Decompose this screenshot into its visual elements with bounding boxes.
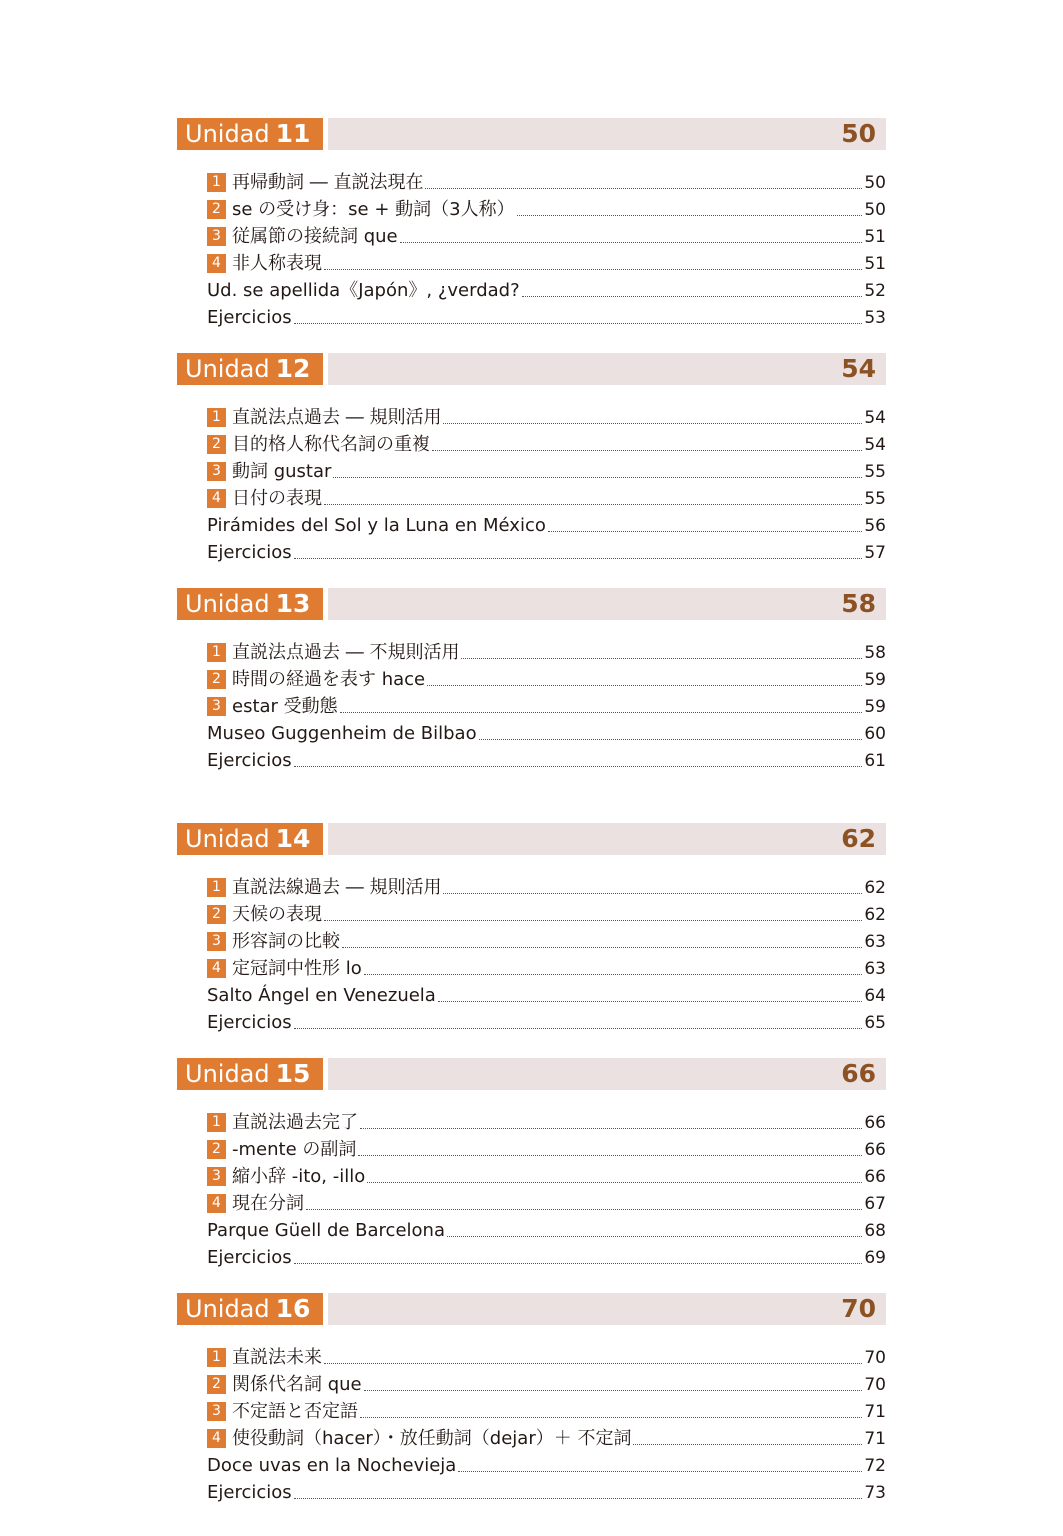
- unit-number: 12: [275, 354, 311, 383]
- section-number-badge: 1: [207, 408, 226, 427]
- toc-entry[interactable]: [207, 900, 886, 927]
- unit-word: Unidad: [185, 355, 270, 383]
- unit-label: [177, 1058, 323, 1090]
- entry-page-number: 70: [864, 1375, 886, 1395]
- toc-entry[interactable]: [207, 1243, 886, 1270]
- toc-entry[interactable]: [207, 1189, 886, 1216]
- entry-page-number: 62: [864, 905, 886, 925]
- toc-entry[interactable]: [207, 195, 886, 222]
- toc-entry[interactable]: [207, 1424, 886, 1451]
- dot-leader: [479, 739, 863, 740]
- section-number-badge: 3: [207, 1402, 226, 1421]
- unit-number: 15: [275, 1059, 311, 1088]
- dot-leader: [432, 450, 862, 451]
- entry-title: 形容詞の比較: [232, 931, 340, 952]
- section-number-badge: 4: [207, 959, 226, 978]
- entry-title: se の受け身：se + 動詞（3人称）: [232, 199, 515, 220]
- unit-section: [177, 353, 886, 588]
- dot-leader: [522, 296, 863, 297]
- toc-entry[interactable]: [207, 638, 886, 665]
- unit-page-number: 62: [841, 824, 876, 853]
- section-number-badge: 1: [207, 878, 226, 897]
- dot-leader: [358, 1155, 862, 1156]
- unit-label: [177, 588, 323, 620]
- unit-header[interactable]: [177, 353, 886, 385]
- entry-page-number: 59: [864, 670, 886, 690]
- entry-page-number: 71: [864, 1402, 886, 1422]
- unit-number: 11: [275, 119, 311, 148]
- section-number-badge: 4: [207, 1194, 226, 1213]
- entry-page-number: 63: [864, 959, 886, 979]
- entry-title: Ejercicios: [207, 542, 292, 563]
- unit-header-bar: [328, 1293, 886, 1325]
- dot-leader: [324, 920, 862, 921]
- unit-header-bar: [328, 118, 886, 150]
- dot-leader: [633, 1444, 862, 1445]
- unit-page-number: 58: [841, 589, 876, 618]
- dot-leader: [294, 323, 863, 324]
- dot-leader: [324, 504, 862, 505]
- entry-title: 直説法点過去 ― 規則活用: [232, 407, 442, 428]
- toc-entry[interactable]: [207, 1397, 886, 1424]
- toc-entry[interactable]: [207, 1008, 886, 1035]
- entry-title: Ejercicios: [207, 1247, 292, 1268]
- section-number-badge: 1: [207, 1113, 226, 1132]
- entry-page-number: 69: [864, 1248, 886, 1268]
- toc-entry[interactable]: [207, 1370, 886, 1397]
- entry-title: Ejercicios: [207, 1012, 292, 1033]
- entry-page-number: 50: [864, 173, 886, 193]
- entry-title: 動詞 gustar: [232, 461, 332, 482]
- unit-header[interactable]: [177, 1293, 886, 1325]
- section-number-badge: 2: [207, 1140, 226, 1159]
- section-number-badge: 3: [207, 697, 226, 716]
- toc-entry[interactable]: [207, 927, 886, 954]
- toc-entry[interactable]: [207, 1162, 886, 1189]
- toc-entry[interactable]: [207, 403, 886, 430]
- entry-page-number: 70: [864, 1348, 886, 1368]
- table-of-contents: [177, 118, 886, 1528]
- section-number-badge: 2: [207, 905, 226, 924]
- section-number-badge: 3: [207, 227, 226, 246]
- unit-header-bar: [328, 1058, 886, 1090]
- unit-word: Unidad: [185, 590, 270, 618]
- entry-title: 直説法点過去 ― 不規則活用: [232, 642, 460, 663]
- toc-entry[interactable]: [207, 538, 886, 565]
- unit-header[interactable]: [177, 118, 886, 150]
- dot-leader: [425, 188, 862, 189]
- unit-section: [177, 823, 886, 1058]
- unit-page-number: 70: [841, 1294, 876, 1323]
- unit-entries: [177, 1108, 886, 1270]
- unit-word: Unidad: [185, 1060, 270, 1088]
- dot-leader: [447, 1236, 862, 1237]
- dot-leader: [294, 558, 863, 559]
- entry-page-number: 53: [864, 308, 886, 328]
- entry-page-number: 71: [864, 1429, 886, 1449]
- dot-leader: [517, 215, 863, 216]
- entry-title: Ud. se apellida《Japón》, ¿verdad?: [207, 280, 520, 301]
- unit-entries: [177, 873, 886, 1035]
- dot-leader: [443, 423, 862, 424]
- toc-entry[interactable]: [207, 873, 886, 900]
- unit-entries: [177, 168, 886, 330]
- toc-entry[interactable]: [207, 249, 886, 276]
- section-number-badge: 2: [207, 200, 226, 219]
- entry-page-number: 60: [864, 724, 886, 744]
- entry-title: 不定語と否定語: [232, 1401, 358, 1422]
- entry-title: 直説法未来: [232, 1347, 322, 1368]
- section-number-badge: 3: [207, 462, 226, 481]
- unit-page-number: 54: [841, 354, 876, 383]
- entry-page-number: 59: [864, 697, 886, 717]
- entry-page-number: 66: [864, 1140, 886, 1160]
- section-number-badge: 4: [207, 1429, 226, 1448]
- section-number-badge: 2: [207, 1375, 226, 1394]
- unit-header[interactable]: [177, 1058, 886, 1090]
- entry-page-number: 67: [864, 1194, 886, 1214]
- dot-leader: [364, 974, 863, 975]
- toc-entry[interactable]: [207, 168, 886, 195]
- section-number-badge: 3: [207, 932, 226, 951]
- toc-entry[interactable]: [207, 303, 886, 330]
- toc-entry[interactable]: [207, 981, 886, 1008]
- unit-label: [177, 118, 323, 150]
- entry-title: 非人称表現: [232, 253, 322, 274]
- unit-header-bar: [328, 823, 886, 855]
- entry-page-number: 58: [864, 643, 886, 663]
- toc-entry[interactable]: [207, 746, 886, 773]
- unit-entries: [177, 1343, 886, 1505]
- dot-leader: [342, 947, 862, 948]
- entry-title: Pirámides del Sol y la Luna en México: [207, 515, 546, 536]
- entry-title: estar 受動態: [232, 696, 338, 717]
- dot-leader: [364, 1390, 863, 1391]
- dot-leader: [340, 712, 863, 713]
- dot-leader: [548, 531, 862, 532]
- unit-word: Unidad: [185, 1295, 270, 1323]
- entry-title: 関係代名詞 que: [232, 1374, 362, 1395]
- dot-leader: [306, 1209, 862, 1210]
- dot-leader: [400, 242, 863, 243]
- unit-entries: [177, 638, 886, 773]
- unit-section: [177, 588, 886, 823]
- unit-label: [177, 823, 323, 855]
- section-number-badge: 4: [207, 489, 226, 508]
- unit-header[interactable]: [177, 823, 886, 855]
- toc-entry[interactable]: [207, 1216, 886, 1243]
- entry-page-number: 68: [864, 1221, 886, 1241]
- section-number-badge: 2: [207, 435, 226, 454]
- section-number-badge: 1: [207, 643, 226, 662]
- entry-page-number: 51: [864, 254, 886, 274]
- unit-number: 14: [275, 824, 311, 853]
- dot-leader: [324, 269, 862, 270]
- unit-header-bar: [328, 353, 886, 385]
- unit-label: [177, 1293, 323, 1325]
- section-number-badge: 4: [207, 254, 226, 273]
- entry-title: 天候の表現: [232, 904, 322, 925]
- entry-title: 定冠詞中性形 lo: [232, 958, 362, 979]
- toc-entry[interactable]: [207, 1108, 886, 1135]
- toc-entry[interactable]: [207, 692, 886, 719]
- unit-word: Unidad: [185, 825, 270, 853]
- entry-page-number: 72: [864, 1456, 886, 1476]
- toc-entry[interactable]: [207, 276, 886, 303]
- entry-title: Ejercicios: [207, 750, 292, 771]
- unit-header-bar: [328, 588, 886, 620]
- dot-leader: [360, 1417, 862, 1418]
- unit-header[interactable]: [177, 588, 886, 620]
- toc-entry[interactable]: [207, 511, 886, 538]
- toc-entry[interactable]: [207, 430, 886, 457]
- entry-title: Parque Güell de Barcelona: [207, 1220, 445, 1241]
- entry-page-number: 62: [864, 878, 886, 898]
- entry-page-number: 55: [864, 462, 886, 482]
- entry-page-number: 55: [864, 489, 886, 509]
- unit-section: [177, 1058, 886, 1293]
- entry-page-number: 52: [864, 281, 886, 301]
- entry-page-number: 73: [864, 1483, 886, 1503]
- section-number-badge: 1: [207, 1348, 226, 1367]
- entry-title: 縮小辞 -ito, -illo: [232, 1166, 366, 1187]
- unit-number: 13: [275, 589, 311, 618]
- entry-page-number: 61: [864, 751, 886, 771]
- unit-word: Unidad: [185, 120, 270, 148]
- entry-page-number: 56: [864, 516, 886, 536]
- entry-page-number: 64: [864, 986, 886, 1006]
- entry-title: 再帰動詞 ― 直説法現在: [232, 172, 424, 193]
- entry-title: 従属節の接続詞 que: [232, 226, 398, 247]
- entry-page-number: 66: [864, 1113, 886, 1133]
- toc-entry[interactable]: [207, 457, 886, 484]
- dot-leader: [427, 685, 862, 686]
- dot-leader: [324, 1363, 862, 1364]
- entry-title: 直説法線過去 ― 規則活用: [232, 877, 442, 898]
- dot-leader: [461, 658, 862, 659]
- toc-entry[interactable]: [207, 1451, 886, 1478]
- toc-entry[interactable]: [207, 1478, 886, 1505]
- dot-leader: [458, 1471, 862, 1472]
- dot-leader: [294, 1028, 863, 1029]
- unit-entries: [177, 403, 886, 565]
- dot-leader: [360, 1128, 862, 1129]
- toc-entry[interactable]: [207, 1135, 886, 1162]
- unit-page-number: 66: [841, 1059, 876, 1088]
- dot-leader: [438, 1001, 863, 1002]
- dot-leader: [294, 766, 863, 767]
- unit-section: [177, 1293, 886, 1528]
- entry-page-number: 65: [864, 1013, 886, 1033]
- entry-page-number: 66: [864, 1167, 886, 1187]
- entry-title: Ejercicios: [207, 307, 292, 328]
- entry-page-number: 50: [864, 200, 886, 220]
- unit-page-number: 50: [841, 119, 876, 148]
- entry-title: 時間の経過を表す hace: [232, 669, 426, 690]
- toc-entry[interactable]: [207, 954, 886, 981]
- dot-leader: [367, 1182, 862, 1183]
- entry-title: -mente の副詞: [232, 1139, 357, 1160]
- dot-leader: [294, 1263, 863, 1264]
- unit-label: [177, 353, 323, 385]
- entry-title: 直説法過去完了: [232, 1112, 358, 1133]
- entry-title: 使役動詞（hacer）・放任動詞（dejar）＋ 不定詞: [232, 1428, 632, 1449]
- entry-title: Ejercicios: [207, 1482, 292, 1503]
- unit-section: [177, 118, 886, 353]
- entry-page-number: 63: [864, 932, 886, 952]
- entry-title: 目的格人称代名詞の重複: [232, 434, 430, 455]
- entry-title: Doce uvas en la Nochevieja: [207, 1455, 457, 1476]
- entry-title: Salto Ángel en Venezuela: [207, 985, 436, 1006]
- section-number-badge: 2: [207, 670, 226, 689]
- entry-title: 日付の表現: [232, 488, 322, 509]
- entry-title: Museo Guggenheim de Bilbao: [207, 723, 477, 744]
- entry-title: 現在分詞: [232, 1193, 304, 1214]
- toc-entry[interactable]: [207, 719, 886, 746]
- entry-page-number: 57: [864, 543, 886, 563]
- toc-entry[interactable]: [207, 665, 886, 692]
- unit-number: 16: [275, 1294, 311, 1323]
- section-number-badge: 3: [207, 1167, 226, 1186]
- section-number-badge: 1: [207, 173, 226, 192]
- dot-leader: [443, 893, 862, 894]
- toc-entry[interactable]: [207, 222, 886, 249]
- toc-entry[interactable]: [207, 484, 886, 511]
- entry-page-number: 54: [864, 435, 886, 455]
- dot-leader: [294, 1498, 863, 1499]
- entry-page-number: 54: [864, 408, 886, 428]
- entry-page-number: 51: [864, 227, 886, 247]
- dot-leader: [333, 477, 862, 478]
- toc-entry[interactable]: [207, 1343, 886, 1370]
